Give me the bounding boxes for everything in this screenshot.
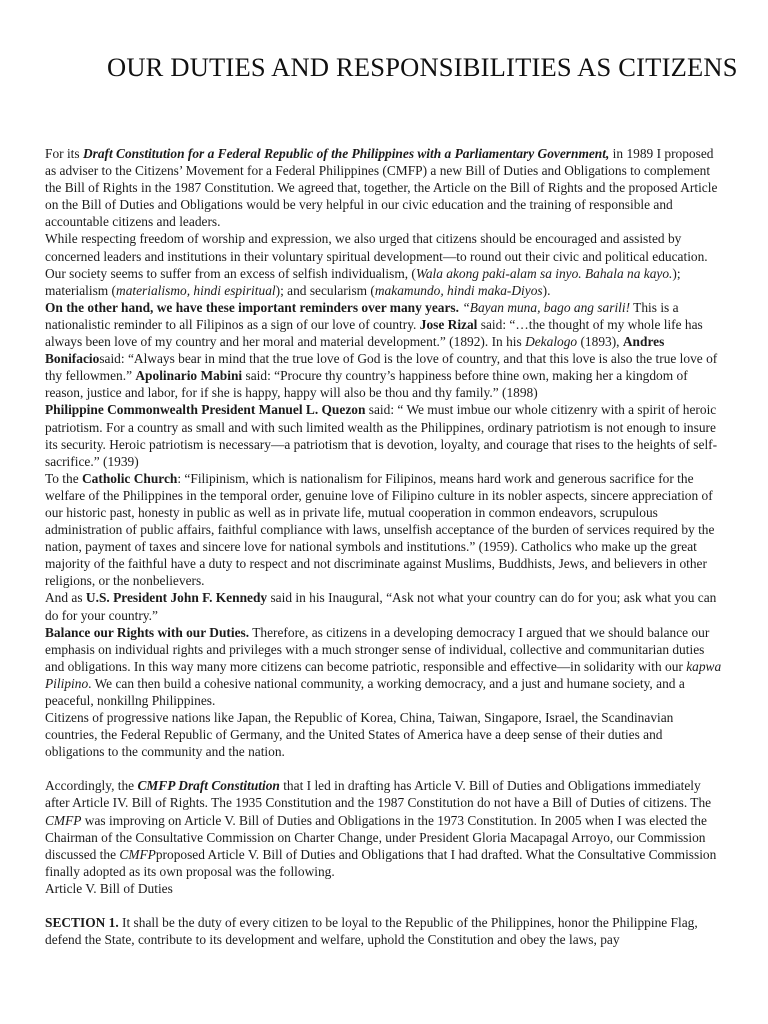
paragraph-kennedy: And as U.S. President John F. Kennedy said in his Inaugural, “Ask not what your country can do for you; ask what you can do for your country.” <box>45 590 717 623</box>
paragraph-reminders: On the other hand, we have these important reminders over many years. “Bayan muna, bago ang sarili! This is a nationalistic reminder to all Filipinos as a sign of our love of country. Jose Rizal said: “…the thought of my whole life has always been love of my country and her moral and material development.” (1892). In his Dekalogo (1893), Andres Bonifaciosaid: “Always bear in mind that the true love of God is the love of country, and that this love is also the true love of thy fellowmen.” Apolinario Mabini said: “Procure thy country’s happiness before thine own, making her a kingdom of reason, justice and labor, for if she is happy, happy will also be thou and thy family.” (1898) <box>45 299 718 401</box>
document-title: OUR DUTIES AND RESPONSIBILITIES AS CITIZENS <box>107 52 738 82</box>
paragraph-quezon: Philippine Commonwealth President Manuel L. Quezon said: “ We must imbue our whole citizenry with a spirit of heroic patriotism. For a country as small and with such limited wealth as the Philippines, ordinary patriotism is not enough to insure its security. Heroic patriotism is necessary—a patriotism that is devotion, loyalty, and courage that rises to the heights of self-sacrifice.” (1939) <box>45 402 718 469</box>
paragraph-draft-constitution: For its Draft Constitution for a Federal Republic of the Philippines with a Parliamentary Government, in 1989 I proposed as adviser to the Citizens’ Movement for a Federal Philippines (CMFP) a new Bill of Duties and Obligations to complement the Bill of Rights in the 1987 Constitution. We agreed that, together, the Article on the Bill of Rights and the proposed Article on the Bill of Duties and Obligations would be very helpful in our civic education and the training of responsible and accountable citizens and leaders. <box>45 146 718 230</box>
paragraph-section-1: SECTION 1. It shall be the duty of every citizen to be loyal to the Republic of the Philippines, honor the Philippine Flag, defend the State, contribute to its development and welfare, uphold the Constitution and obey the laws, pay <box>45 915 698 948</box>
paragraph-progressive-nations: Citizens of progressive nations like Japan, the Republic of Korea, China, Taiwan, Singapore, Israel, the Scandinavian countries, the Federal Republic of Germany, and the United States of America have a deep sense of their duties and obligations to the community and the nation. <box>45 710 674 760</box>
paragraph-catholic-church: To the Catholic Church: “Filipinism, which is nationalism for Filipinos, means hard work and generous sacrifice for the welfare of the Philippines in the temporal order, genuine love of Filipino culture in its nobler aspects, sincere appreciation of our historic past, honesty in public as well as in private life, mutual cooperation in common endeavors, scrupulous administration of public affairs, faithful compliance with laws, unselfish acceptance of the burden of services required by the nation, payment of taxes and sincere love for national symbols and institutions.” (1959). Catholics who make up the great majority of the faithful have a duty to respect and not discriminate against Muslims, Buddhists, Jews, and believers in other religions, or the nonbelievers. <box>45 470 715 589</box>
paragraph-cmfp-draft: Accordingly, the CMFP Draft Constitution that I led in drafting has Article V. Bill of Duties and Obligations immediately after Article IV. Bill of Rights. The 1935 Constitution and the 1987 Constitution do not have a Bill of Duties of citizens. The CMFP was improving on Article V. Bill of Duties and Obligations in the 1973 Constitution. In 2005 when I was elected the Chairman of the Consultative Commission on Charter Change, under President Gloria Macapagal Arroyo, our Commission discussed the CMFPproposed Article V. Bill of Duties and Obligations that I had drafted. What the Consultative Commission finally adopted as its own proposal was the following. <box>45 778 717 879</box>
paragraph-balance-rights: Balance our Rights with our Duties. Therefore, as citizens in a developing democracy I argued that we should balance our emphasis on individual rights and privileges with a much stronger sense of individual, collective and communitarian duties and obligations. In this way many more citizens can become patriotic, responsible and effective—in solidarity with our kapwa Pilipino. We can then build a cohesive national community, a working democracy, and a just and humane society, and a peaceful, nonkillng Philippines. <box>45 624 722 708</box>
paragraph-spiritual-development: While respecting freedom of worship and expression, we also urged that citizens should be encouraged and assisted by concerned leaders and institutions in their voluntary spiritual development—to round out their civic and political education. Our society seems to suffer from an excess of selfish individualism, (Wala akong paki-alam sa inyo. Bahala na kayo.); materialism (materialismo, hindi espiritual); and secularism (makamundo, hindi maka-Diyos). <box>45 231 708 298</box>
article-heading: Article V. Bill of Duties <box>45 880 173 896</box>
emphasis-draft-constitution: Draft Constitution for a Federal Republic of the Philippines with a Parliamentary Government, <box>82 146 610 161</box>
document-body <box>45 145 725 948</box>
